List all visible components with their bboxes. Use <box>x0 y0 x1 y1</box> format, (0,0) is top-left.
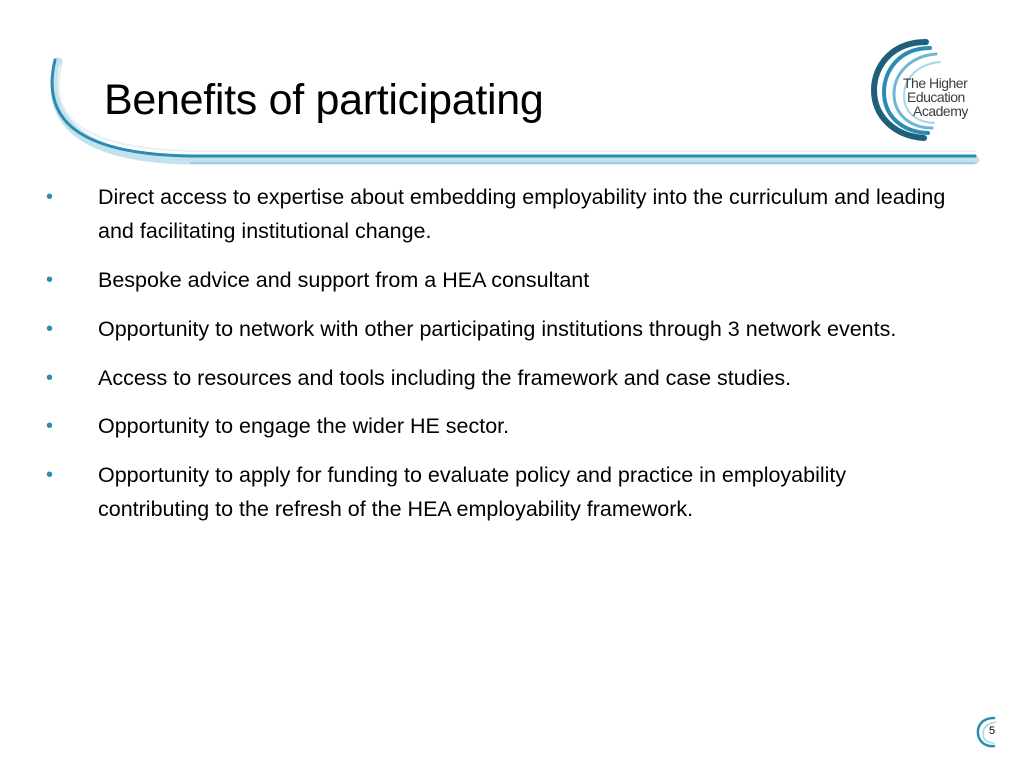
page-number-badge <box>974 714 1010 750</box>
bullet-icon: • <box>46 318 54 340</box>
hea-logo-wordmark <box>901 76 977 118</box>
list-item-text: Direct access to expertise about embedding employability into the curriculum and leading and facilitating institutional change. <box>98 185 946 243</box>
list-item <box>46 458 946 526</box>
list-item <box>46 361 946 395</box>
benefits-list <box>46 180 946 541</box>
bullet-icon: • <box>46 415 54 437</box>
bullet-icon: • <box>46 464 54 486</box>
logo-line-2: Education <box>907 89 965 105</box>
list-item-text: Bespoke advice and support from a HEA consultant <box>98 268 590 292</box>
list-item <box>46 180 946 248</box>
slide-title: Benefits of participating <box>104 76 544 124</box>
list-item <box>46 263 946 297</box>
list-item-text: Opportunity to network with other participating institutions through 3 network events. <box>98 317 897 341</box>
page-number: 5 <box>988 725 996 737</box>
bullet-icon: • <box>46 186 54 208</box>
list-item-text: Opportunity to engage the wider HE sector. <box>98 414 510 438</box>
list-item-text: Access to resources and tools including the framework and case studies. <box>98 366 792 390</box>
logo-line-3: Academy <box>913 103 968 119</box>
hea-logo <box>866 34 978 144</box>
list-item <box>46 409 946 443</box>
list-item <box>46 312 946 346</box>
logo-line-1: The Higher <box>903 75 968 91</box>
bullet-icon: • <box>46 367 54 389</box>
list-item-text: Opportunity to apply for funding to evaluate policy and practice in employability contributing to the refresh of the HEA employability framework. <box>98 463 847 521</box>
bullet-icon: • <box>46 269 54 291</box>
